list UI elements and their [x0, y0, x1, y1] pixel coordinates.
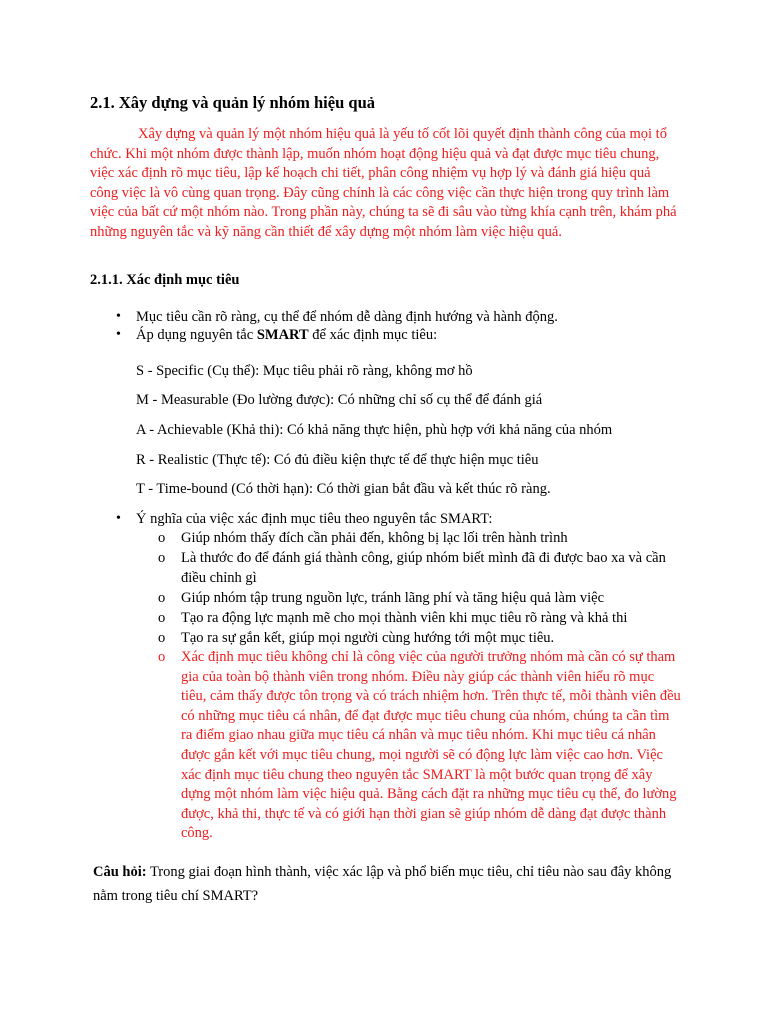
smart-specific: S - Specific (Cụ thể): Mục tiêu phải rõ ràng, không mơ hồ	[136, 363, 473, 379]
subsection-heading: 2.1.1. Xác định mục tiêu	[90, 272, 240, 288]
intro-paragraph	[90, 125, 680, 242]
sub-item-highlight	[158, 648, 683, 844]
list-item	[90, 510, 690, 528]
bullet-text-tail: để xác định mục tiêu:	[308, 327, 438, 343]
smart-realistic: R - Realistic (Thực tế): Có đủ điều kiện thực tế để thực hiện mục tiêu	[136, 452, 539, 468]
smart-measurable: M - Measurable (Đo lường được): Có những chỉ số cụ thể để đánh giá	[136, 392, 543, 408]
sub-item	[158, 628, 683, 648]
question-paragraph	[93, 860, 683, 908]
smart-keyword: SMART	[256, 327, 309, 343]
list-item	[90, 326, 690, 344]
sub-marker: o	[158, 590, 166, 606]
sub-item	[158, 548, 683, 588]
sub-item-text: Là thước đo để đánh giá thành công, giúp nhóm biết mình đã đi được bao xa và cần điều chỉnh gì	[181, 550, 666, 586]
question-label: Câu hỏi:	[93, 864, 147, 880]
question-text: Trong giai đoạn hình thành, việc xác lập và phổ biến mục tiêu, chỉ tiêu nào sau đây không nằm trong tiêu chí SMART?	[93, 864, 672, 904]
sub-item-text: Tạo ra động lực mạnh mẽ cho mọi thành viên khi mục tiêu rõ ràng và khả thi	[181, 610, 628, 626]
smart-achievable: A - Achievable (Khả thi): Có khả năng thực hiện, phù hợp với khả năng của nhóm	[136, 422, 613, 438]
sub-item-text: Xác định mục tiêu không chỉ là công việc của người trưởng nhóm mà cần có sự tham gia của toàn bộ thành viên trong nhóm. Điều này giúp các thành viên hiểu rõ mục tiêu, cảm thấy được tôn trọng và có trách nhiệm hơn. Trên thực tế, mỗi thành viên đều có những mục tiêu cá nhân, để đạt được mục tiêu chung của nhóm, chúng ta cần tìm ra điểm giao nhau giữa mục tiêu cá nhân và mục tiêu nhóm. Khi mục tiêu cá nhân được gắn kết với mục tiêu chung, mọi người sẽ có động lực làm việc cao hơn. Việc xác định mục tiêu chung theo nguyên tắc SMART là một bước quan trọng để xây dựng một nhóm làm việc hiệu quả. Bằng cách đặt ra những mục tiêu cụ thể, đo lường được, khả thi, thực tế và có giới hạn thời gian sẽ giúp nhóm dễ dàng đạt được thành công.	[181, 649, 681, 842]
sub-list	[158, 528, 683, 844]
smart-time-bound: T - Time-bound (Có thời hạn): Có thời gian bắt đầu và kết thúc rõ ràng.	[136, 481, 551, 497]
intro-text: Xây dựng và quản lý một nhóm hiệu quả là yếu tố cốt lõi quyết định thành công của mọi tổ chức. Khi một nhóm được thành lập, muốn nhóm hoạt động hiệu quả và đạt được mục tiêu chung, việc xác định rõ mục tiêu, lập kế hoạch chi tiết, phân công nhiệm vụ hợp lý và đánh giá hiệu quả công việc là vô cùng quan trọng. Đây cũng chính là các công việc cần thực hiện trong quy trình làm việc của bất cứ một nhóm nào. Trong phần này, chúng ta sẽ đi sâu vào từng khía cạnh trên, khám phá những nguyên tắc và kỹ năng cần thiết để xây dựng một nhóm làm việc hiệu quả.	[90, 126, 677, 240]
sub-marker: o	[158, 649, 166, 665]
sub-item-text: Giúp nhóm thấy đích cần phải đến, không bị lạc lối trên hành trình	[181, 530, 568, 546]
sub-marker: o	[158, 630, 166, 646]
bullet-marker: •	[116, 309, 121, 324]
bullet-marker: •	[116, 511, 121, 526]
bullet-text: Ý nghĩa của việc xác định mục tiêu theo nguyên tắc SMART:	[136, 511, 493, 527]
bullet-marker: •	[116, 327, 121, 342]
list-item	[90, 308, 690, 326]
sub-marker: o	[158, 530, 166, 546]
bullet-text: Mục tiêu cần rõ ràng, cụ thể để nhóm dễ dàng định hướng và hành động.	[136, 309, 558, 325]
sub-marker: o	[158, 610, 166, 626]
sub-item-text: Giúp nhóm tập trung nguồn lực, tránh lãng phí và tăng hiệu quả làm việc	[181, 590, 605, 606]
sub-marker: o	[158, 550, 166, 566]
sub-item	[158, 528, 683, 548]
bullet-list	[90, 308, 690, 344]
sub-item-text: Tạo ra sự gắn kết, giúp mọi người cùng hướng tới một mục tiêu.	[181, 630, 555, 646]
meaning-bullet	[90, 510, 690, 528]
bullet-text: Áp dụng nguyên tắc	[136, 327, 257, 343]
sub-item	[158, 588, 683, 608]
section-heading: 2.1. Xây dựng và quản lý nhóm hiệu quả	[90, 93, 375, 112]
sub-item	[158, 608, 683, 628]
